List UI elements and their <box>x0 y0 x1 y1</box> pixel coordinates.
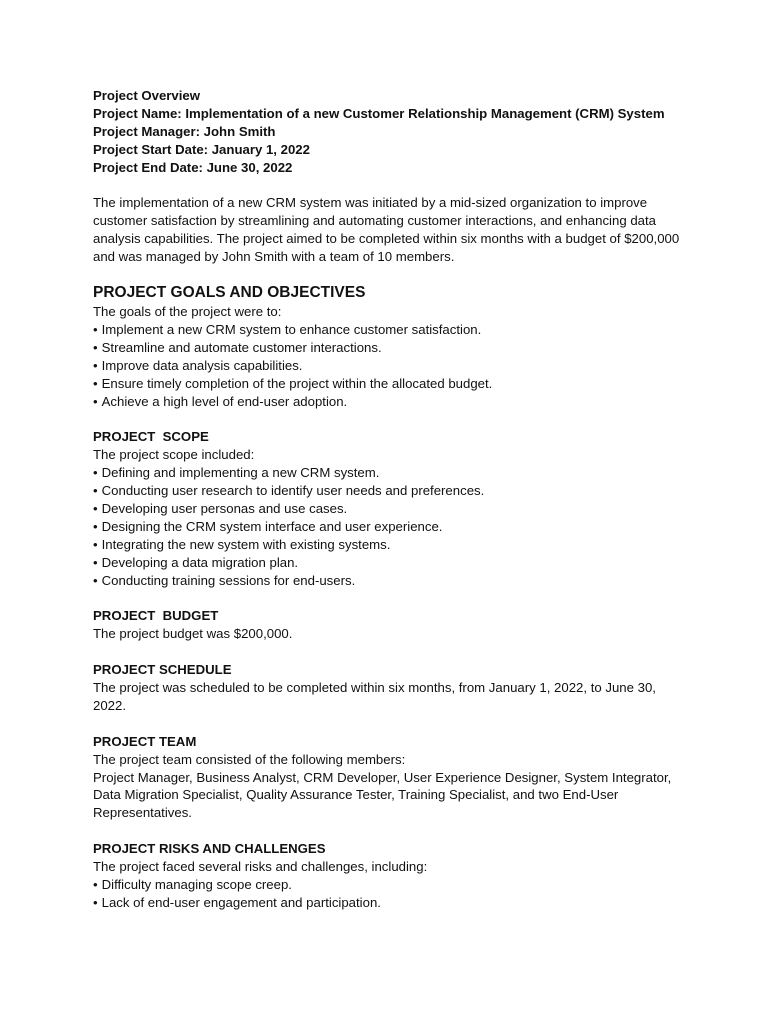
risks-lead: The project faced several risks and challenges, including: <box>93 859 428 875</box>
list-item: • Integrating the new system with existing systems. <box>93 536 683 554</box>
team-lead: The project team consisted of the following members: <box>93 751 406 767</box>
list-item: • Designing the CRM system interface and user experience. <box>93 518 683 536</box>
project-name: Project Name: Implementation of a new Customer Relationship Management (CRM) System <box>93 105 665 121</box>
list-item: • Lack of end-user engagement and participation. <box>93 894 683 912</box>
goals-list <box>93 321 683 411</box>
list-item: • Defining and implementing a new CRM system. <box>93 464 683 482</box>
goals-lead: The goals of the project were to: <box>93 304 282 320</box>
team-members: Project Manager, Business Analyst, CRM Developer, User Experience Designer, System Integrator, Data Migration Specialist, Quality Assurance Tester, Training Specialist, and two End-User Representatives. <box>93 769 672 821</box>
risks-list <box>93 876 683 912</box>
project-overview-header <box>93 87 683 177</box>
schedule-text: The project was scheduled to be completed within six months, from January 1, 2022, to June 30, 2022. <box>93 680 656 713</box>
list-item: • Ensure timely completion of the project within the allocated budget. <box>93 375 683 393</box>
document-page <box>93 87 683 912</box>
scope-list <box>93 464 683 589</box>
project-manager: Project Manager: John Smith <box>93 123 276 139</box>
scope-heading: PROJECT SCOPE <box>93 429 209 445</box>
list-item: • Implement a new CRM system to enhance customer satisfaction. <box>93 321 683 339</box>
list-item: • Conducting training sessions for end-users. <box>93 572 683 590</box>
overview-heading: Project Overview <box>93 88 201 103</box>
list-item: • Difficulty managing scope creep. <box>93 876 683 894</box>
project-start-date: Project Start Date: January 1, 2022 <box>93 141 310 157</box>
team-heading: PROJECT TEAM <box>93 733 197 749</box>
budget-heading: PROJECT BUDGET <box>93 608 219 624</box>
risks-heading: PROJECT RISKS AND CHALLENGES <box>93 841 326 857</box>
list-item: • Developing a data migration plan. <box>93 554 683 572</box>
scope-lead: The project scope included: <box>93 447 255 463</box>
goals-heading: PROJECT GOALS AND OBJECTIVES <box>93 284 366 302</box>
schedule-heading: PROJECT SCHEDULE <box>93 662 232 678</box>
project-end-date: Project End Date: June 30, 2022 <box>93 159 293 175</box>
intro-paragraph: The implementation of a new CRM system was initiated by a mid-sized organization to improve customer satisfaction by streamlining and automating customer interactions, and enhancing data analysis capabilities. The project aimed to be completed within six months with a budget of $200,000 and was managed by John Smith with a team of 10 members. <box>93 195 680 265</box>
list-item: • Achieve a high level of end-user adoption. <box>93 393 683 411</box>
list-item: • Improve data analysis capabilities. <box>93 357 683 375</box>
list-item: • Conducting user research to identify user needs and preferences. <box>93 482 683 500</box>
budget-text: The project budget was $200,000. <box>93 626 293 642</box>
list-item: • Streamline and automate customer interactions. <box>93 339 683 357</box>
list-item: • Developing user personas and use cases. <box>93 500 683 518</box>
